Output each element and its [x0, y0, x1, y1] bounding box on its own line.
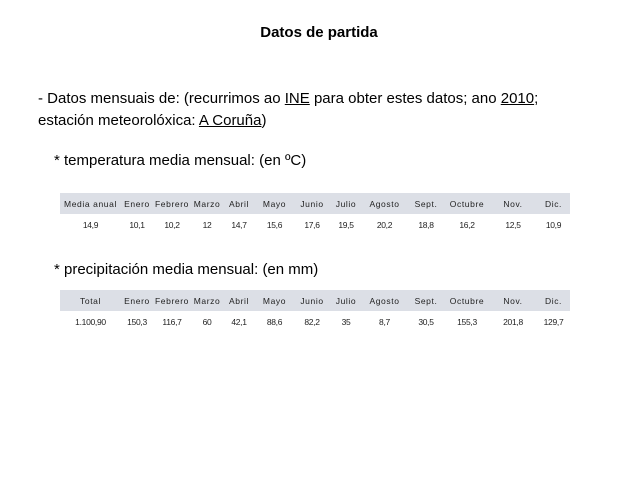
temperature-header-cell: Nov.	[489, 193, 537, 214]
precipitation-value-cell: 116,7	[162, 317, 182, 327]
precipitation-header-cell: Abril	[223, 290, 255, 311]
temperature-value-cell: 12,5	[505, 220, 521, 230]
temperature-value-cell: 14,7	[231, 220, 247, 230]
temperature-header-cell: Julio	[330, 193, 362, 214]
precipitation-header-cell: Marzo	[191, 290, 223, 311]
station-suffix: )	[261, 112, 267, 129]
temperature-header-cell: Media anual	[60, 193, 121, 214]
temperature-value-cell: 20,2	[376, 220, 393, 230]
precipitation-heading: * precipitación media mensual: (en mm)	[54, 261, 319, 278]
precipitation-header-cell: Nov.	[489, 290, 537, 311]
temperature-value-cell: 10,2	[164, 220, 180, 230]
precipitation-header-cell: Agosto	[362, 290, 407, 311]
precipitation-value-cell: 88,6	[266, 317, 283, 327]
precipitation-header-cell: Octubre	[445, 290, 489, 311]
precipitation-value-cell: 150,3	[127, 317, 147, 327]
precipitation-value-cell: 8,7	[379, 317, 390, 327]
precipitation-header-cell: Junio	[294, 290, 330, 311]
temperature-value-cell: 18,8	[418, 220, 434, 230]
precipitation-value-cell: 60	[202, 317, 212, 327]
precipitation-value-cell: 35	[341, 317, 351, 327]
temperature-value-cell: 17,6	[304, 220, 320, 230]
temperature-value-cell: 19,5	[338, 220, 354, 230]
page-title: Datos de partida	[260, 24, 378, 41]
temperature-value-cell: 10,9	[545, 220, 562, 230]
precipitation-value-cell: 42,1	[231, 317, 247, 327]
intro-after-year: ;	[534, 90, 539, 107]
temperature-value-cell: 10,1	[129, 220, 145, 230]
temperature-header-cell: Febrero	[153, 193, 191, 214]
year-link[interactable]: 2010	[500, 90, 535, 107]
temperature-header-cell: Sept.	[407, 193, 445, 214]
precipitation-header-cell: Enero	[121, 290, 153, 311]
temperature-value-cell: 12	[202, 220, 212, 230]
precipitation-header-cell: Total	[60, 290, 121, 311]
precipitation-header-cell: Dic.	[537, 290, 570, 311]
temperature-heading: * temperatura media mensual: (en ºC)	[54, 152, 307, 169]
temperature-value-cell: 16,2	[459, 220, 475, 230]
temperature-header-cell: Marzo	[191, 193, 223, 214]
precipitation-header-cell: Mayo	[255, 290, 294, 311]
temperature-header-cell: Octubre	[445, 193, 489, 214]
temperature-value-cell: 14,9	[82, 220, 99, 230]
precipitation-value-cell: 30,5	[418, 317, 434, 327]
temperature-header-cell: Dic.	[537, 193, 570, 214]
precipitation-value-cell: 1.100,90	[75, 317, 106, 327]
temperature-header-cell: Junio	[294, 193, 330, 214]
precipitation-header-cell: Julio	[330, 290, 362, 311]
precipitation-header-cell: Sept.	[407, 290, 445, 311]
precipitation-table	[60, 290, 570, 333]
station-prefix: estación meteorolóxica:	[38, 112, 199, 129]
precipitation-value-cell: 129,7	[543, 317, 564, 327]
precipitation-value-cell: 82,2	[304, 317, 320, 327]
temperature-header-cell: Abril	[223, 193, 255, 214]
precipitation-header-cell: Febrero	[153, 290, 191, 311]
intro-prefix: - Datos mensuais de: (recurrimos ao	[38, 90, 285, 107]
intro-middle: para obter estes datos; ano	[309, 90, 501, 107]
temperature-value-cell: 15,6	[266, 220, 283, 230]
station-link[interactable]: A Coruña	[198, 112, 262, 129]
temperature-header-cell: Enero	[121, 193, 153, 214]
temperature-header-cell: Mayo	[255, 193, 294, 214]
precipitation-value-cell: 155,3	[457, 317, 477, 327]
intro-text	[38, 88, 628, 132]
precipitation-value-cell: 201,8	[503, 317, 523, 327]
temperature-table	[60, 193, 570, 236]
temperature-header-cell: Agosto	[362, 193, 407, 214]
ine-link[interactable]: INE	[284, 90, 310, 107]
